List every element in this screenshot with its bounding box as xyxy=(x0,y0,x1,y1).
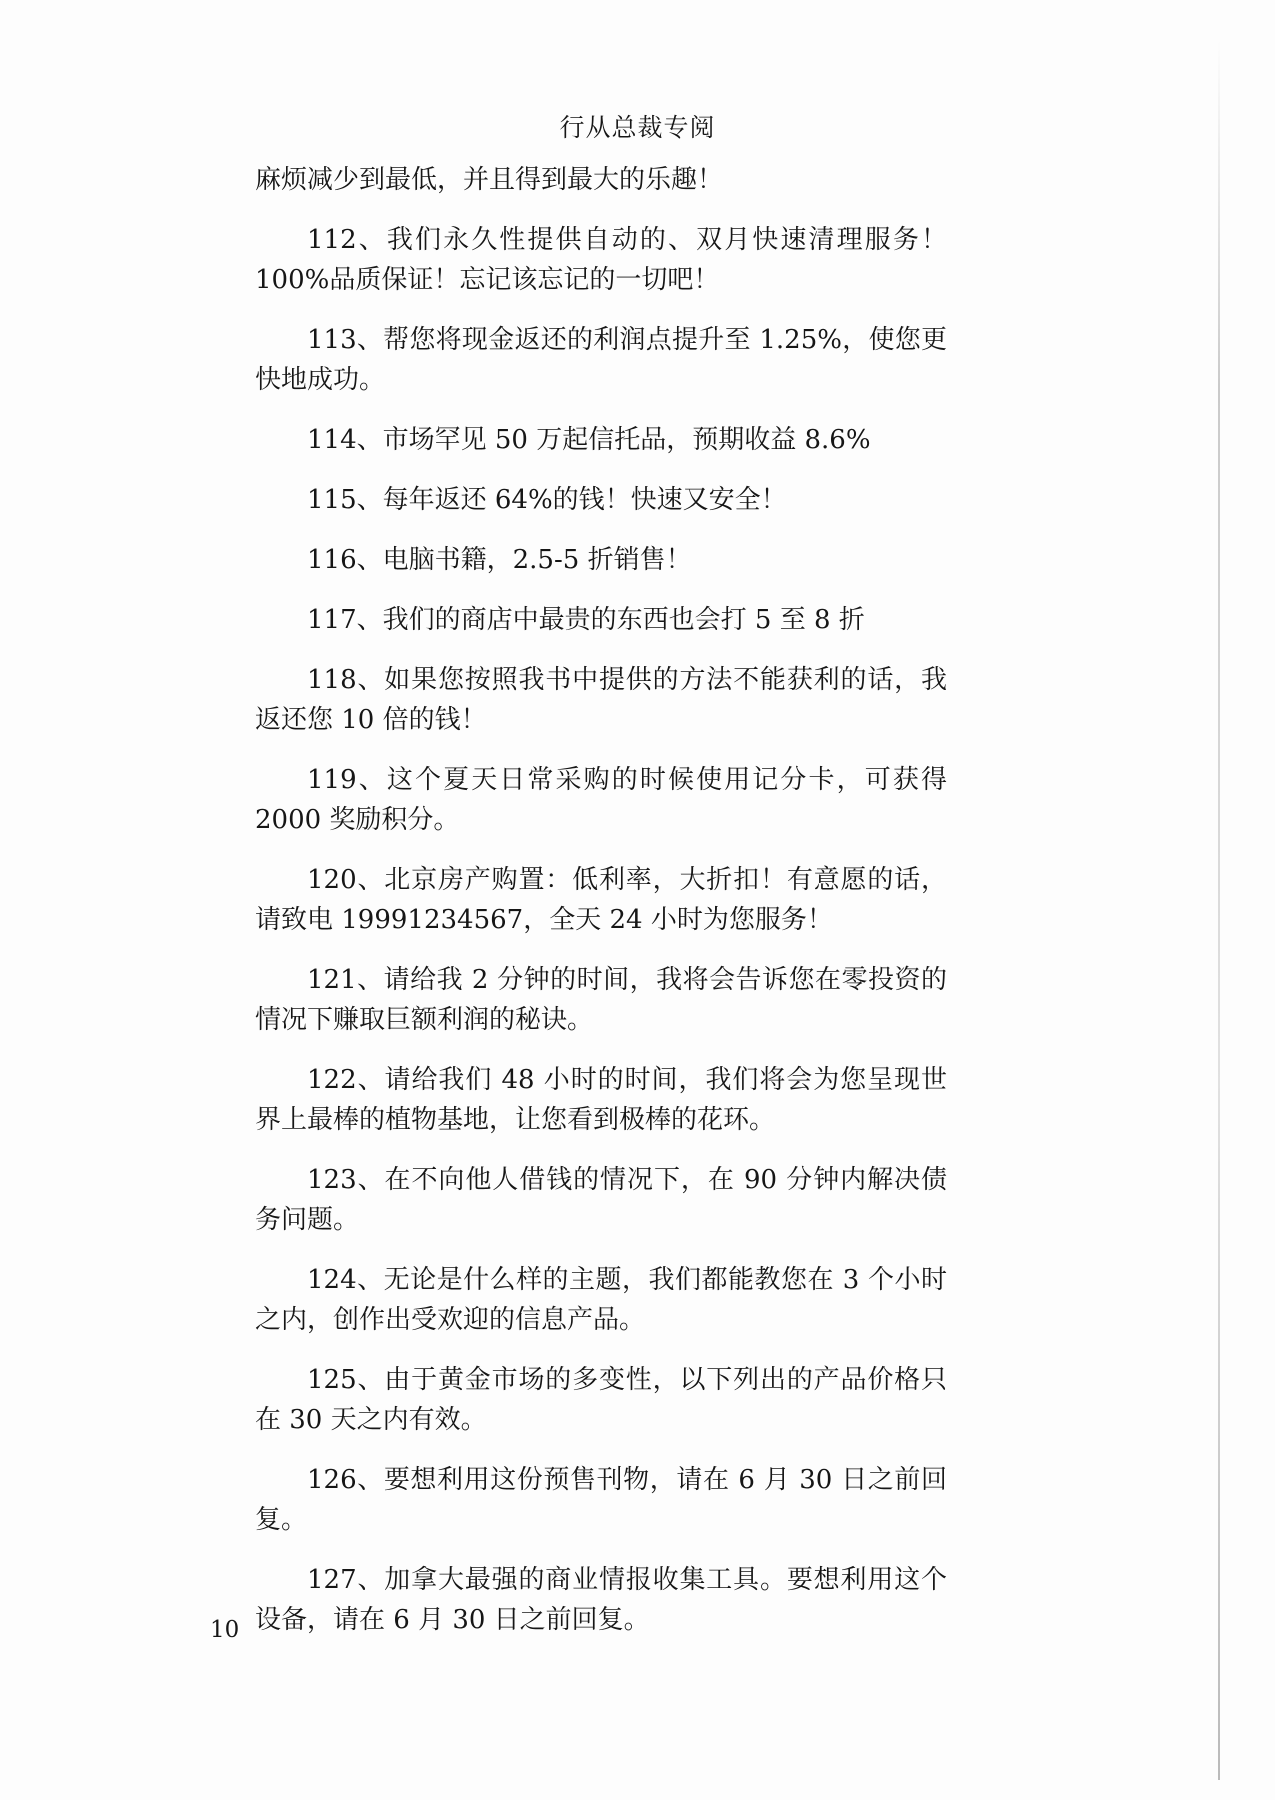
body-text xyxy=(255,160,947,1660)
paragraph-118: 118、如果您按照我书中提供的方法不能获利的话，我返还您 10 倍的钱！ xyxy=(255,665,947,735)
page-number: 10 xyxy=(210,1617,240,1643)
paragraph-125: 125、由于黄金市场的多变性，以下列出的产品价格只在 30 天之内有效。 xyxy=(255,1365,947,1435)
running-header: 行从总裁专阅 xyxy=(559,113,716,142)
paragraph-124: 124、无论是什么样的主题，我们都能教您在 3 个小时之内，创作出受欢迎的信息产品。 xyxy=(255,1265,947,1335)
paragraph-113: 113、帮您将现金返还的利润点提升至 1.25%，使您更快地成功。 xyxy=(255,325,947,395)
paragraph-121: 121、请给我 2 分钟的时间，我将会告诉您在零投资的情况下赚取巨额利润的秘诀。 xyxy=(255,965,947,1035)
paragraph-127: 127、加拿大最强的商业情报收集工具。要想利用这个设备，请在 6 月 30 日之前回复。 xyxy=(255,1565,947,1635)
paragraph-115: 115、每年返还 64%的钱！快速又安全！ xyxy=(307,485,787,515)
paragraph-112: 112、我们永久性提供自动的、双月快速清理服务！100%品质保证！忘记该忘记的一切吧！ xyxy=(255,225,947,295)
paragraph-continued: 麻烦减少到最低，并且得到最大的乐趣！ xyxy=(255,165,724,195)
paragraph-120: 120、北京房产购置：低利率，大折扣！有意愿的话，请致电 19991234567，全天 24 小时为您服务！ xyxy=(255,865,947,935)
scan-edge-line xyxy=(1218,40,1220,1780)
paragraph-123: 123、在不向他人借钱的情况下，在 90 分钟内解决债务问题。 xyxy=(255,1165,947,1235)
paragraph-122: 122、请给我们 48 小时的时间，我们将会为您呈现世界上最棒的植物基地，让您看到极棒的花环。 xyxy=(255,1065,947,1135)
paragraph-126: 126、要想利用这份预售刊物，请在 6 月 30 日之前回复。 xyxy=(255,1465,947,1535)
paragraph-117: 117、我们的商店中最贵的东西也会打 5 至 8 折 xyxy=(307,605,865,635)
paragraph-119: 119、这个夏天日常采购的时候使用记分卡，可获得 2000 奖励积分。 xyxy=(255,765,947,835)
paragraph-114: 114、市场罕见 50 万起信托品，预期收益 8.6% xyxy=(307,425,871,455)
paragraph-116: 116、电脑书籍，2.5-5 折销售！ xyxy=(307,545,692,575)
